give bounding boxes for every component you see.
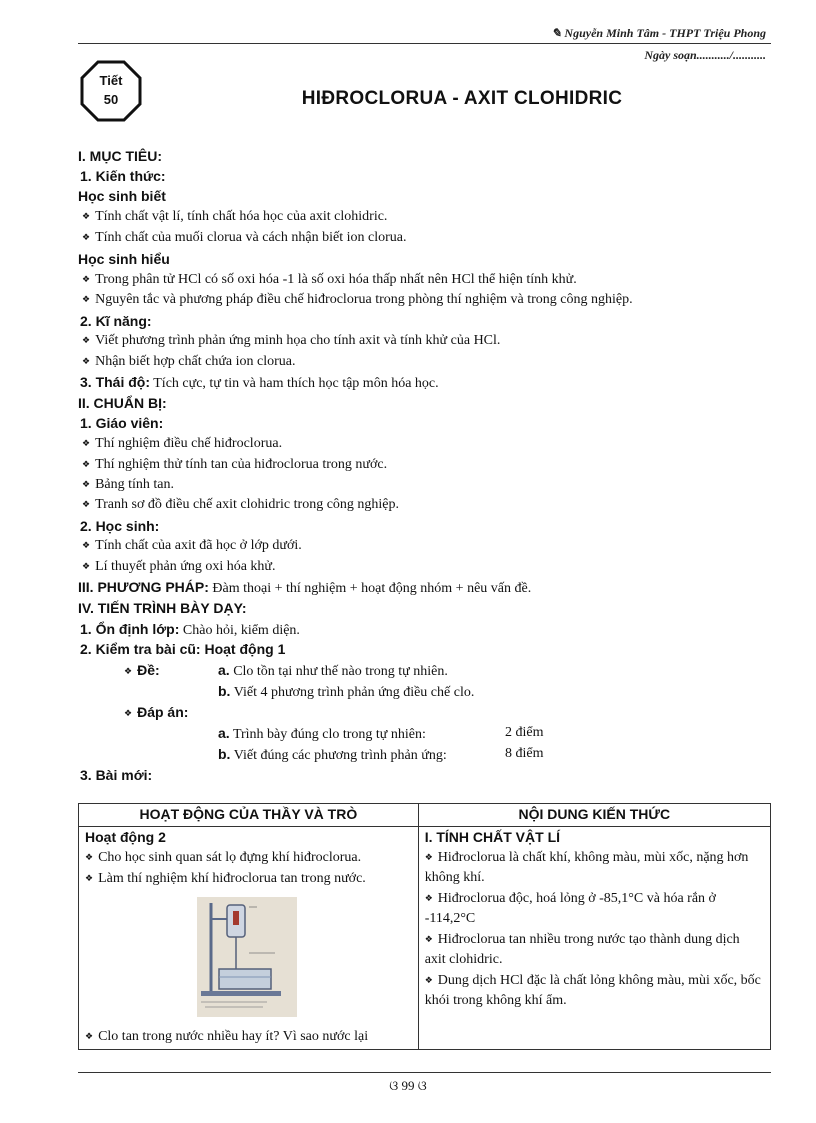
list-item: ❖ Cho học sinh quan sát lọ đựng khí hiđroclorua. <box>85 850 362 865</box>
ornament-left-icon: ଓ <box>389 1078 399 1093</box>
bullet-icon: ❖ <box>82 438 91 448</box>
subsection-heading: Học sinh biết <box>78 188 166 204</box>
subsection-heading: 1. Giáo viên: <box>80 415 164 431</box>
bullet-icon: ❖ <box>82 356 91 366</box>
subsection-heading: Học sinh hiểu <box>78 251 170 267</box>
list-item: ❖ Tính chất của muối clorua và cách nhận biết ion clorua. <box>82 230 407 245</box>
question-label: ❖ Đề: <box>124 662 160 678</box>
experiment-image <box>197 897 297 1017</box>
list-item: ❖ Làm thí nghiệm khí hiđroclorua tan trong nước. <box>85 871 366 886</box>
question-b: b. Viết 4 phương trình phản ứng điều chế clo. <box>218 683 475 700</box>
bullet-icon: ❖ <box>82 211 91 221</box>
activity-heading: Hoạt động 2 <box>85 829 166 845</box>
bullet-icon: ❖ <box>85 852 94 862</box>
list-item: ❖ Tính chất vật lí, tính chất hóa học của axit clohidric. <box>82 209 388 224</box>
apparatus-icon <box>197 897 297 1017</box>
bullet-icon: ❖ <box>82 294 91 304</box>
list-item: ❖ Tranh sơ đồ điều chế axit clohidric trong công nghiệp. <box>82 497 400 512</box>
class-check-line: 1. Ổn định lớp: Chào hỏi, kiểm diện. <box>80 621 300 638</box>
answer-b: b. Viết đúng các phương trình phản ứng: <box>218 746 447 763</box>
list-item: ❖ Viết phương trình phản ứng minh họa cho tính axit và tính khử của HCl. <box>82 333 501 348</box>
activity-cell <box>79 827 419 1050</box>
bullet-icon: ❖ <box>424 893 433 903</box>
list-item: ❖ Hiđroclorua tan nhiều trong nước tạo thành dung dịch axit clohidric. <box>424 932 740 967</box>
lesson-badge-number: 50 <box>103 92 119 107</box>
list-item: ❖ Hiđroclorua là chất khí, không màu, mùi xốc, nặng hơn không khí. <box>424 850 749 885</box>
content-heading: I. TÍNH CHẤT VẬT LÍ <box>424 829 561 845</box>
section-heading: I. MỤC TIÊU: <box>78 148 162 164</box>
list-item: ❖ Trong phân tử HCl có số oxi hóa -1 là số oxi hóa thấp nhất nên HCl thể hiện tính khử. <box>82 272 577 287</box>
table-header-right: NỘI DUNG KIẾN THỨC <box>418 804 770 827</box>
bullet-icon: ❖ <box>82 499 91 509</box>
lesson-badge-label: Tiết <box>99 73 123 88</box>
section-heading: IV. TIẾN TRÌNH BÀY DẠY: <box>78 600 247 616</box>
bullet-icon: ❖ <box>82 232 91 242</box>
table-header-row <box>79 804 771 827</box>
table-row <box>79 827 771 1050</box>
bullet-icon: ❖ <box>424 934 433 944</box>
list-item: ❖ Lí thuyết phản ứng oxi hóa khử. <box>82 559 276 574</box>
answer-a: a. Trình bày đúng clo trong tự nhiên: <box>218 725 426 742</box>
bullet-icon: ❖ <box>85 873 94 883</box>
list-item: ❖ Thí nghiệm thử tính tan của hiđroclorua trong nước. <box>82 457 388 472</box>
content-cell <box>418 827 770 1050</box>
bullet-icon: ❖ <box>82 274 91 284</box>
bullet-icon: ❖ <box>124 666 133 676</box>
bullet-icon: ❖ <box>424 852 433 862</box>
answer-a-score: 2 điểm <box>505 725 544 740</box>
header-rule <box>78 43 771 44</box>
bullet-icon: ❖ <box>424 975 433 985</box>
page-number: ଓ 99 ଓ <box>389 1078 427 1093</box>
list-item: ❖ Thí nghiệm điều chế hiđroclorua. <box>82 436 283 451</box>
attitude-line: 3. Thái độ: Tích cực, tự tin và ham thích học tập môn hóa học. <box>80 374 439 391</box>
subsection-heading: 2. Kĩ năng: <box>80 313 152 329</box>
ornament-right-icon: ଓ <box>417 1078 427 1093</box>
table-header-left: HOẠT ĐỘNG CỦA THẦY VÀ TRÒ <box>79 804 419 827</box>
answer-label: ❖ Đáp án: <box>124 704 189 720</box>
footer-rule <box>78 1072 771 1073</box>
list-item: ❖ Dung dịch HCl đặc là chất lỏng không màu, mùi xốc, bốc khói trong không khí ẩm. <box>424 973 761 1008</box>
method-line: III. PHƯƠNG PHÁP: Đàm thoại + thí nghiệm + hoạt động nhóm + nêu vấn đề. <box>78 579 532 596</box>
list-item: ❖ Clo tan trong nước nhiều hay ít? Vì sao nước lại <box>85 1029 369 1044</box>
list-item: ❖ Bảng tính tan. <box>82 477 175 492</box>
subsection-heading: 2. Học sinh: <box>80 518 160 534</box>
subsection-heading: 3. Bài mới: <box>80 767 153 783</box>
bullet-icon: ❖ <box>124 708 133 718</box>
list-item: ❖ Nhận biết hợp chất chứa ion clorua. <box>82 354 296 369</box>
bullet-icon: ❖ <box>82 561 91 571</box>
bullet-icon: ❖ <box>82 335 91 345</box>
bullet-icon: ❖ <box>85 1031 94 1041</box>
list-item: ❖ Hiđroclorua độc, hoá lỏng ở -85,1°C và hóa rắn ở -114,2°C <box>424 891 716 926</box>
list-item: ❖ Nguyên tắc và phương pháp điều chế hiđroclorua trong phòng thí nghiệm và trong công nghiệp. <box>82 292 633 307</box>
page-title: HIĐROCLORUA - AXIT CLOHIDRIC <box>301 88 623 109</box>
lesson-table <box>78 803 771 1050</box>
answer-b-score: 8 điểm <box>505 746 544 761</box>
section-heading: II. CHUẨN BỊ: <box>78 395 167 411</box>
author-line: ✎ Nguyễn Minh Tâm - THPT Triệu Phong <box>551 26 766 40</box>
bullet-icon: ❖ <box>82 540 91 550</box>
subsection-heading: 2. Kiểm tra bài cũ: Hoạt động 1 <box>80 641 286 657</box>
list-item: ❖ Tính chất của axit đã học ở lớp dưới. <box>82 538 302 553</box>
date-line: Ngày soạn.........../........... <box>644 48 766 62</box>
bullet-icon: ❖ <box>82 479 91 489</box>
question-a: a. Clo tồn tại như thế nào trong tự nhiên. <box>218 662 448 679</box>
bullet-icon: ❖ <box>82 459 91 469</box>
subsection-heading: 1. Kiến thức: <box>80 168 166 184</box>
